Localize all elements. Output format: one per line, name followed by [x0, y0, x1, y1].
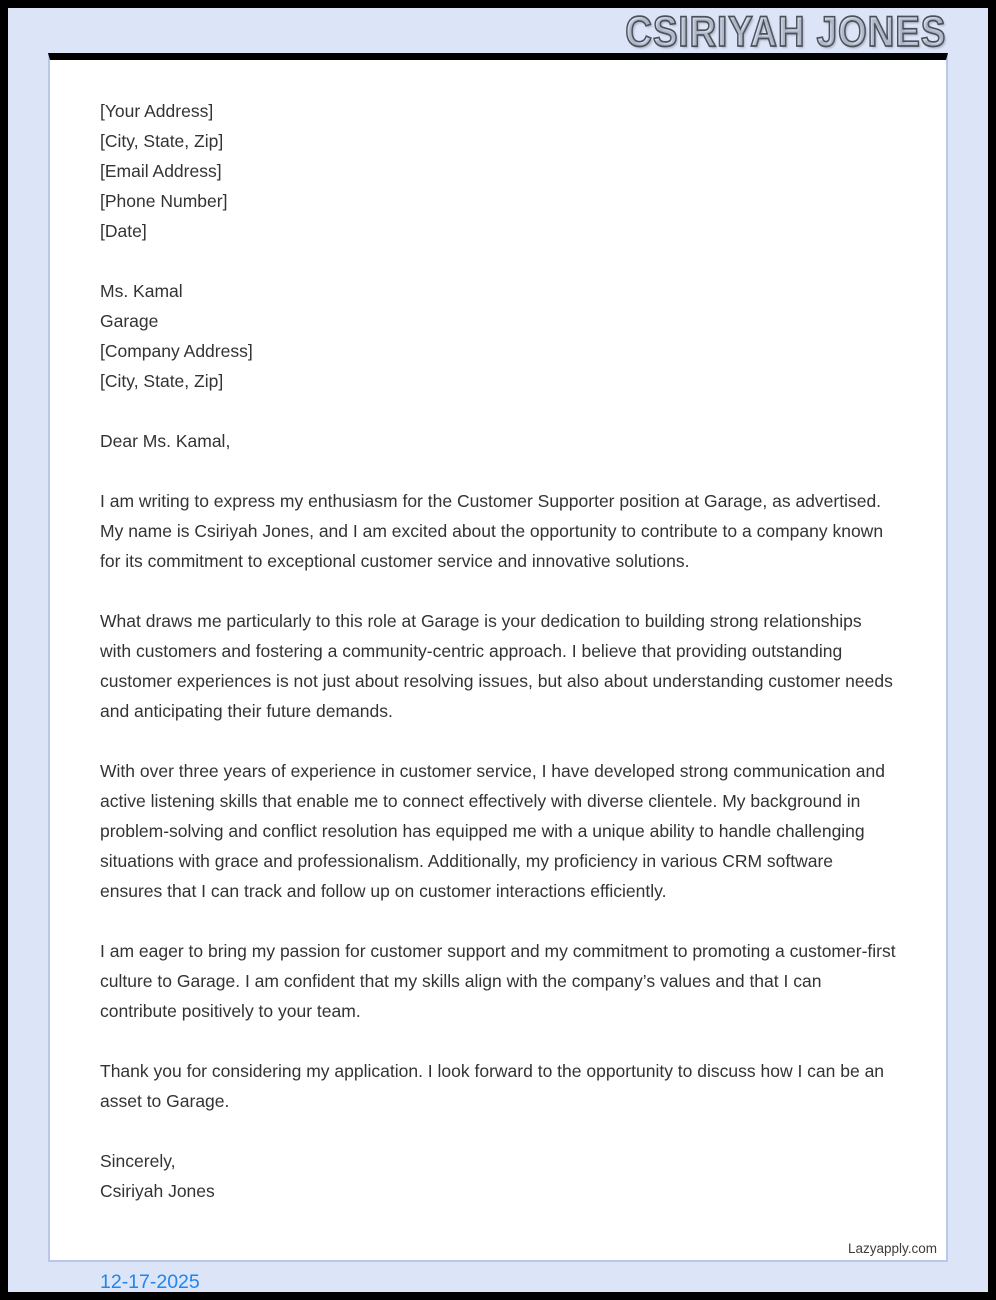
recipient-company-line: Garage — [100, 311, 159, 331]
letter-body — [50, 60, 946, 1206]
paragraph-thanks: Thank you for considering my application. I look forward to the opportunity to discuss how I can be an asset to Garage. — [100, 1061, 885, 1111]
paragraph-motivation: What draws me particularly to this role at Garage is your dedication to building strong relationships with customers and fostering a community-centric approach. I believe that providing outstanding customer experiences is not just about resolving issues, but also about understanding customer needs and anticipating their future demands. — [100, 611, 893, 721]
paragraph-commitment: I am eager to bring my passion for customer support and my commitment to promoting a customer-first culture to Garage. I am confident that my skills align with the company’s values and that I can contribute positively to your team. — [100, 941, 896, 1021]
paragraph-intro: I am writing to express my enthusiasm for the Customer Supporter position at Garage, as advertised. My name is Csiriyah Jones, and I am excited about the opportunity to contribute to a company known for its commitment to exceptional customer service and innovative solutions. — [100, 491, 884, 571]
sender-email-line: [Email Address] — [100, 161, 222, 181]
watermark-lazyapply: Lazyapply.com — [847, 1241, 937, 1256]
letter-sheet — [48, 53, 948, 1262]
closing-block — [100, 1146, 896, 1206]
sender-phone-line: [Phone Number] — [100, 191, 228, 211]
salutation: Dear Ms. Kamal, — [100, 431, 231, 451]
closing-phrase: Sincerely, — [100, 1151, 176, 1171]
recipient-address-block — [100, 276, 896, 396]
page-title: CSIRIYAH JONES — [625, 8, 946, 56]
signature-name: Csiriyah Jones — [100, 1181, 215, 1201]
paragraph-experience: With over three years of experience in customer service, I have developed strong communication and active listening skills that enable me to connect effectively with diverse clientele. My background in problem-solving and conflict resolution has equipped me with a unique ability to handle challenging situations with grace and professionalism. Additionally, my proficiency in various CRM software ensures that I can track and follow up on customer interactions efficiently. — [100, 761, 885, 901]
document-date: 12-17-2025 — [100, 1271, 200, 1293]
sender-date-line: [Date] — [100, 221, 147, 241]
sender-address-line: [Your Address] — [100, 101, 214, 121]
sender-city-line: [City, State, Zip] — [100, 131, 224, 151]
recipient-company-address-line: [Company Address] — [100, 341, 253, 361]
recipient-city-line: [City, State, Zip] — [100, 371, 224, 391]
sender-address-block — [100, 96, 896, 246]
recipient-name-line: Ms. Kamal — [100, 281, 183, 301]
